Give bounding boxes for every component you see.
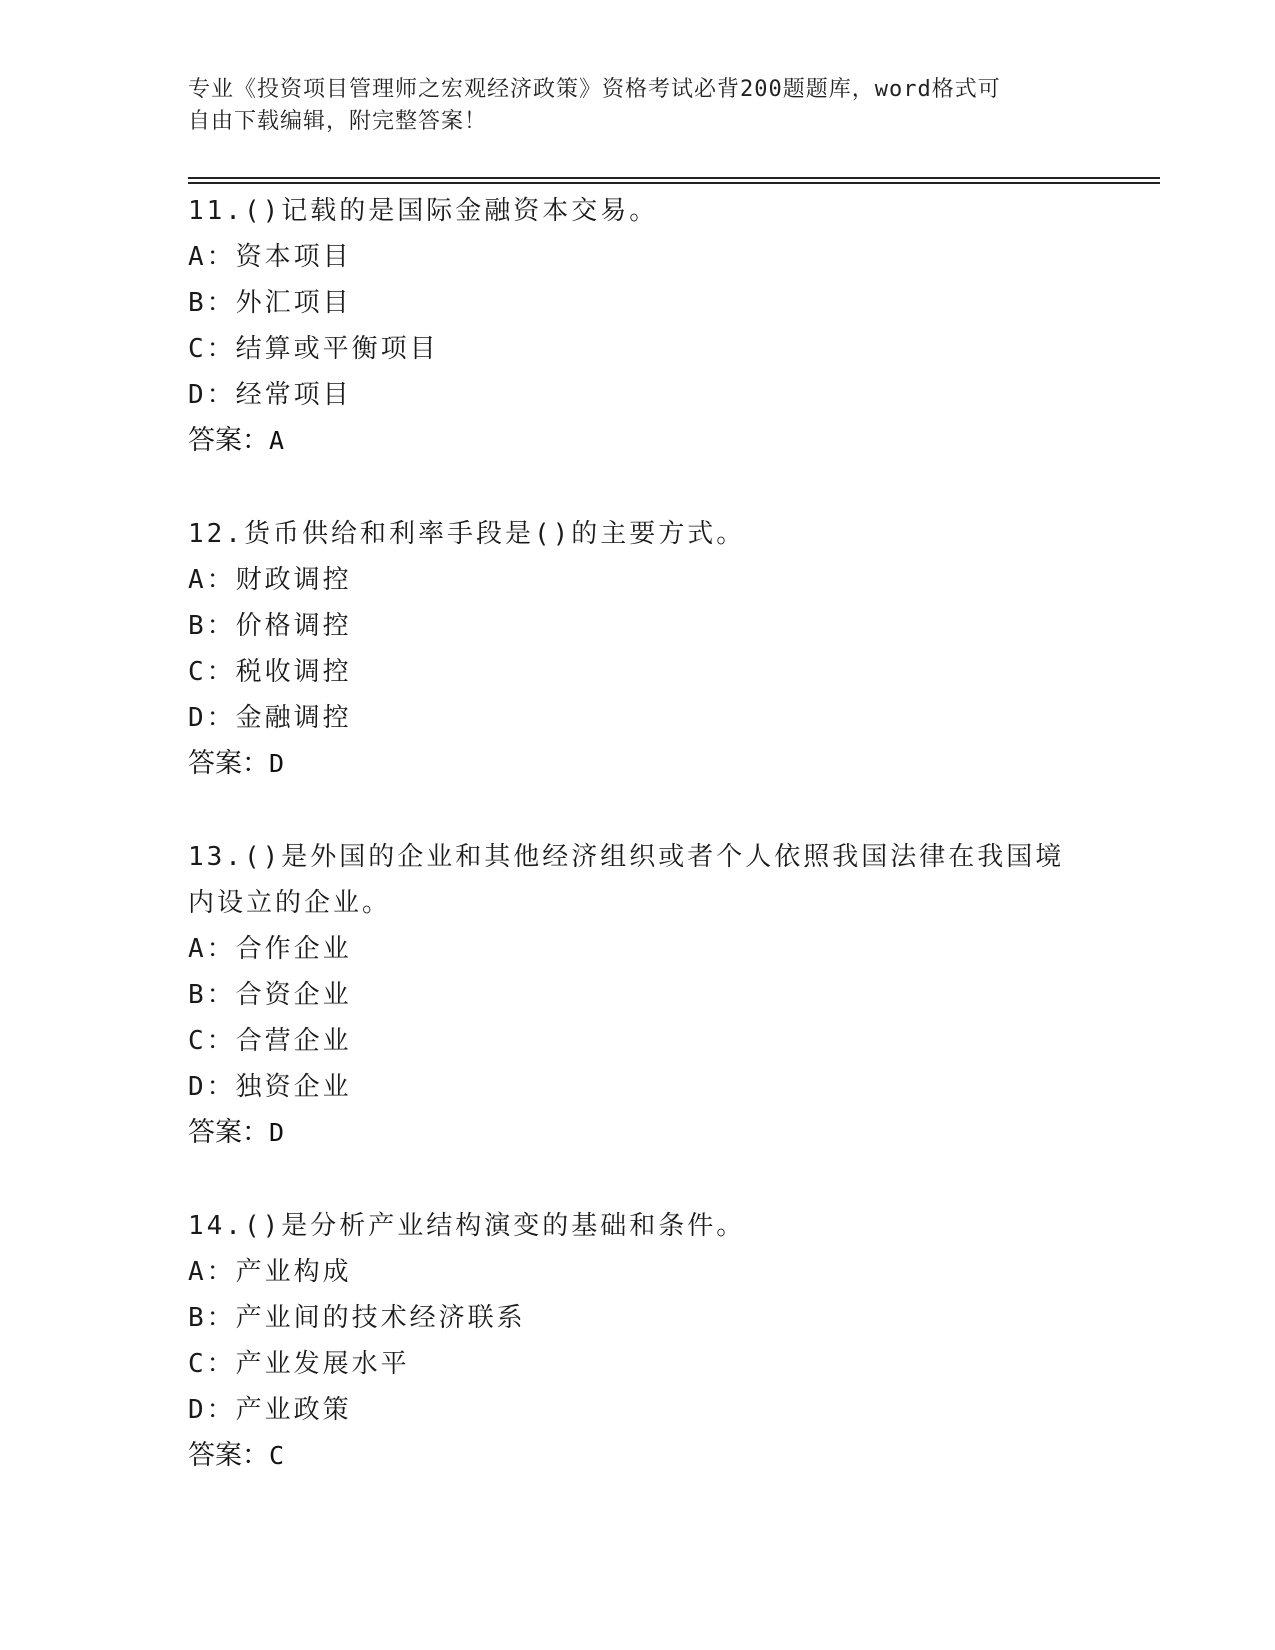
option-d: D：产业政策 [188,1395,352,1425]
answer-label: 答案： [188,748,269,779]
header-divider-top [188,177,1160,179]
answer-line [188,1110,1088,1156]
option-a: A：合作企业 [188,934,352,964]
answer-line [188,741,1088,787]
question-14 [188,1203,1088,1479]
header-line-1: 专业《投资项目管理师之宏观经济政策》资格考试必背200题题库，word格式可 [188,77,1001,102]
option-a: A：资本项目 [188,242,352,272]
answer-line [188,418,1088,464]
question-stem: 11.()记载的是国际金融资本交易。 [188,196,659,226]
option-c: C：合营企业 [188,1026,352,1056]
option-d: D：经常项目 [188,380,352,410]
option-d: D：金融调控 [188,703,352,733]
answer-line [188,1433,1088,1479]
answer-value: D [269,1118,285,1147]
question-12 [188,511,1088,787]
option-a: A：财政调控 [188,565,352,595]
answer-value: A [269,426,285,455]
answer-value: D [269,749,285,778]
question-stem: 13.()是外国的企业和其他经济组织或者个人依照我国法律在我国境内设立的企业。 [188,842,1065,918]
answer-label: 答案： [188,1440,269,1471]
option-b: B：合资企业 [188,980,352,1010]
option-b: B：产业间的技术经济联系 [188,1303,526,1333]
question-13 [188,834,1088,1156]
header-divider-bottom [188,182,1160,184]
option-a: A：产业构成 [188,1257,352,1287]
answer-label: 答案： [188,1117,269,1148]
option-b: B：价格调控 [188,611,352,641]
question-list [188,188,1088,1526]
option-c: C：产业发展水平 [188,1349,410,1379]
document-header [188,74,1088,138]
question-stem: 12.货币供给和利率手段是()的主要方式。 [188,519,746,549]
option-d: D：独资企业 [188,1072,352,1102]
header-line-2: 自由下载编辑，附完整答案！ [188,109,488,134]
option-c: C：税收调控 [188,657,352,687]
answer-label: 答案： [188,425,269,456]
answer-value: C [269,1441,285,1470]
option-c: C：结算或平衡项目 [188,334,439,364]
option-b: B：外汇项目 [188,288,352,318]
question-11 [188,188,1088,464]
question-stem: 14.()是分析产业结构演变的基础和条件。 [188,1211,746,1241]
